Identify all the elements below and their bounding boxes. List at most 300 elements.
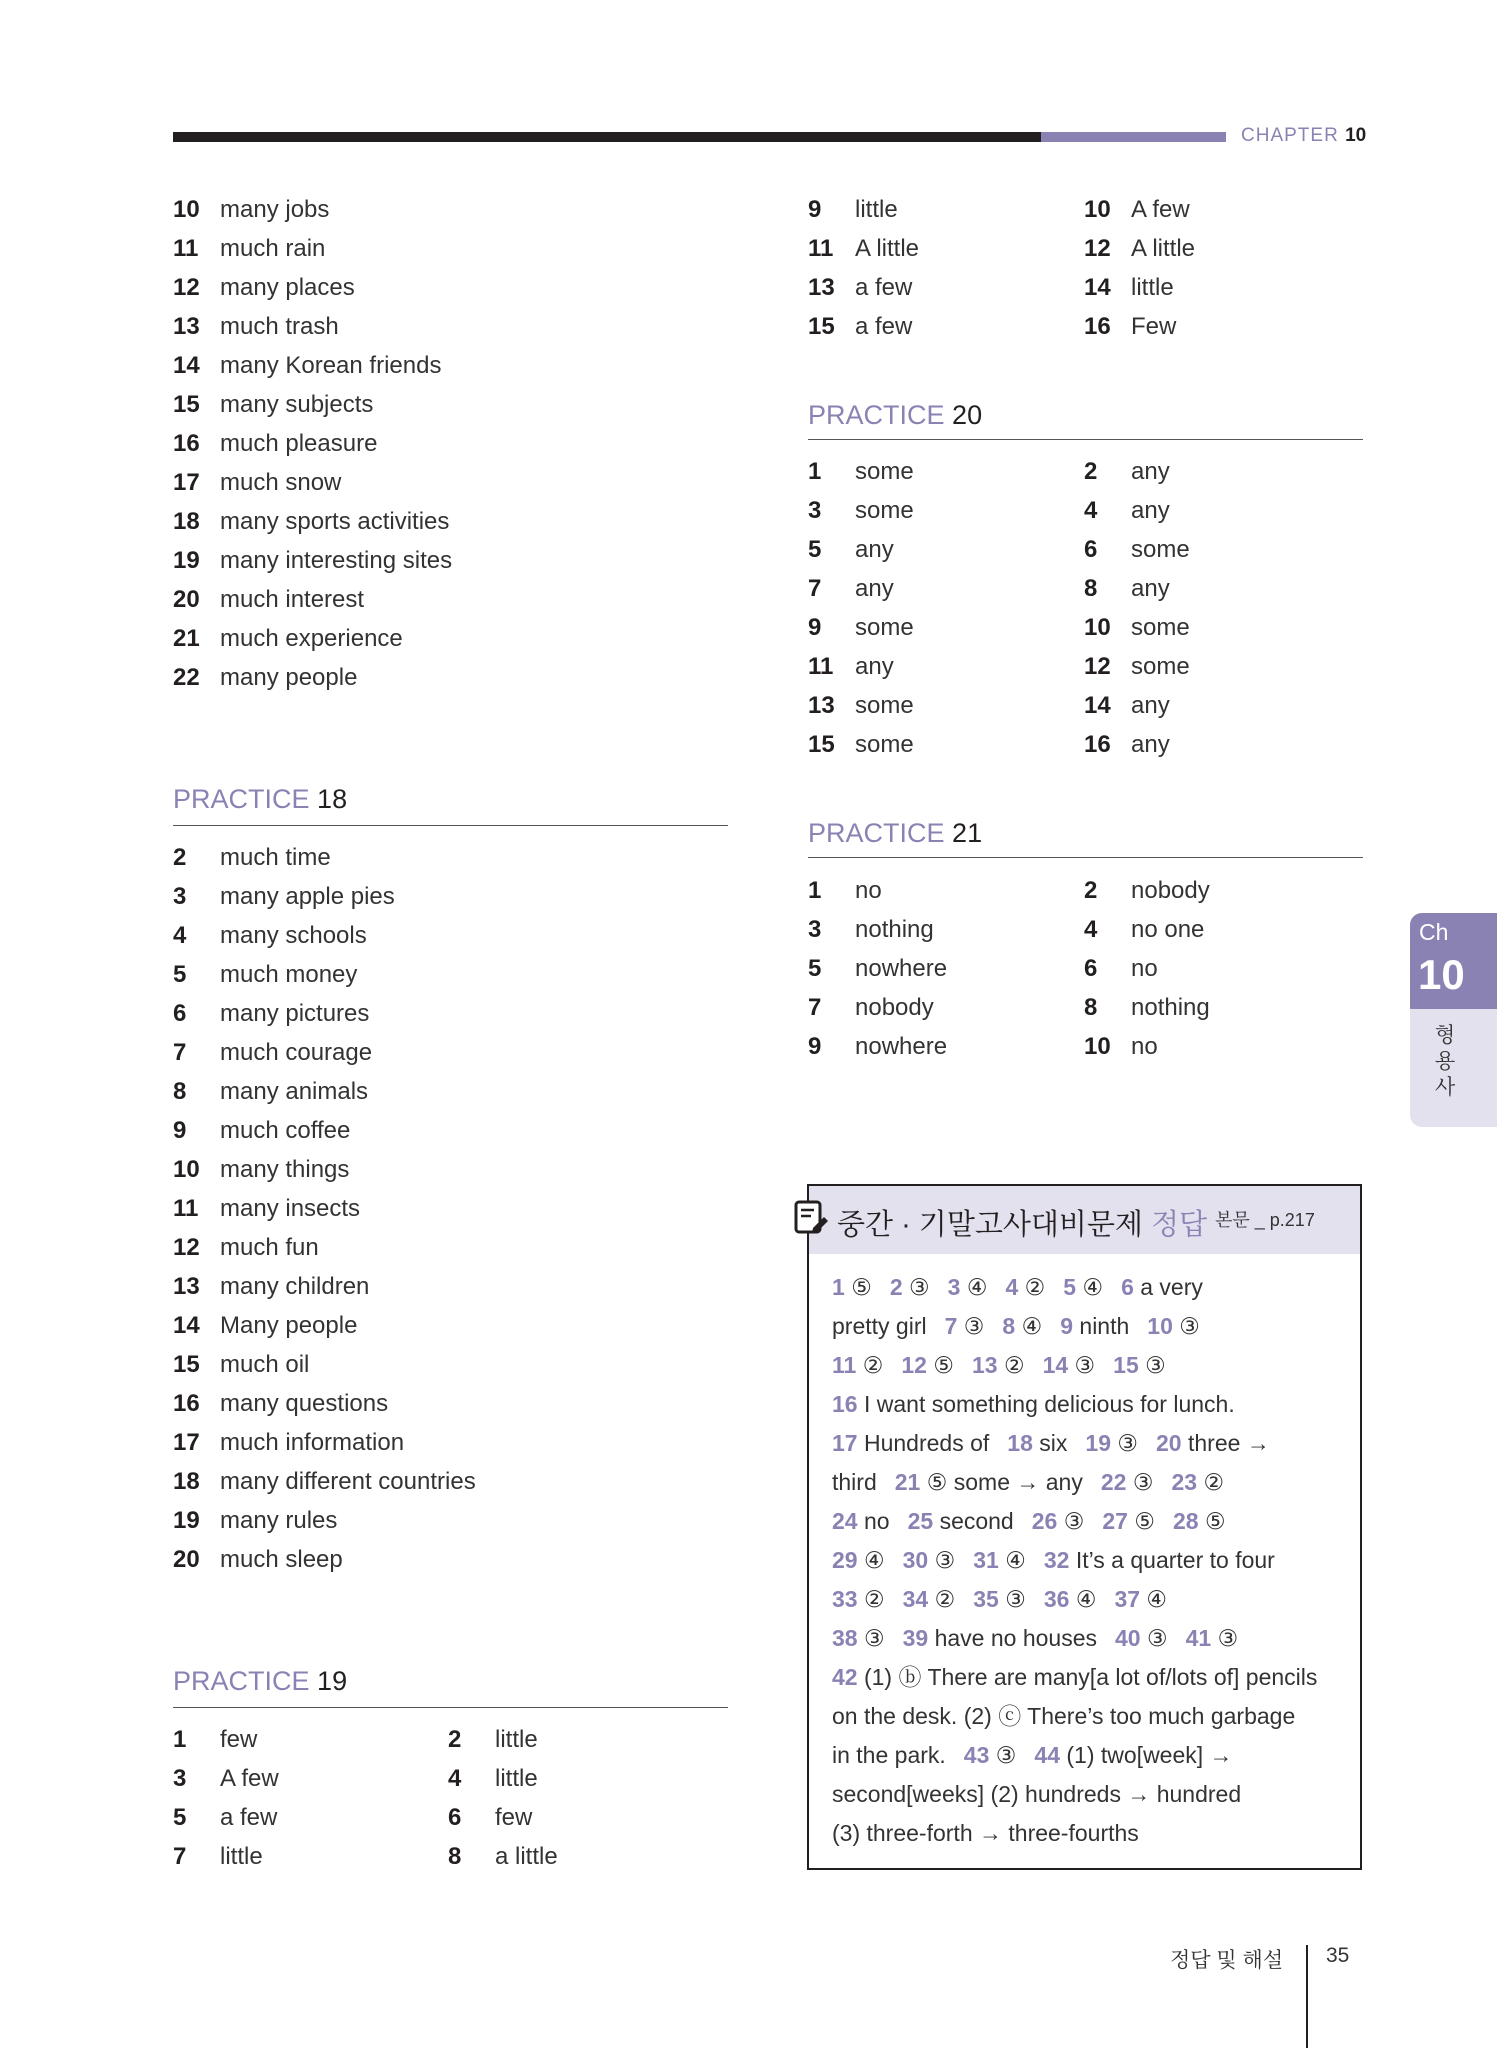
question-number: 42 (832, 1664, 858, 1690)
question-answer: ③ (1146, 1625, 1168, 1651)
answer-text: a few (855, 274, 913, 301)
answer-item (808, 190, 1068, 229)
answer-number: 12 (173, 274, 200, 301)
answer-text: nowhere (855, 1033, 948, 1060)
exam-answer-line (832, 1814, 1352, 1853)
question-number: 21 (894, 1469, 921, 1495)
question-number: 8 (1002, 1313, 1016, 1339)
answer-text: much fun (220, 1234, 319, 1261)
answer-item (808, 949, 1068, 988)
answer-number: 14 (173, 352, 200, 379)
answer-text: many places (220, 274, 355, 301)
answer-number: 15 (808, 731, 835, 758)
answer-number: 17 (173, 1429, 200, 1456)
answer-item (1084, 229, 1344, 268)
exam-answer-line (832, 1502, 1352, 1541)
question-answer: ⑤ some → any (926, 1469, 1083, 1495)
answer-text: some (855, 692, 914, 719)
answer-text: many subjects (220, 391, 374, 418)
question-number: 23 (1171, 1469, 1198, 1495)
answer-item (173, 1423, 713, 1462)
question-number: 9 (1060, 1313, 1074, 1339)
answer-item (808, 491, 1068, 530)
answer-number: 9 (808, 1033, 822, 1060)
answer-number: 12 (173, 1234, 200, 1261)
question-number: 17 (832, 1430, 858, 1456)
answer-item (173, 541, 713, 580)
answer-text: little (220, 1843, 263, 1870)
answer-item (448, 1759, 708, 1798)
question-answer: ③ (1145, 1352, 1166, 1378)
answer-text: many different countries (220, 1468, 476, 1495)
answer-item (808, 307, 1068, 346)
question-answer: no (863, 1508, 890, 1534)
answer-number: 11 (808, 235, 834, 262)
question-number: 44 (1034, 1742, 1060, 1768)
answer-item (173, 1306, 713, 1345)
question-answer: ninth (1079, 1313, 1130, 1339)
question-answer: ⑤ (851, 1274, 872, 1300)
answer-number: 3 (808, 916, 822, 943)
answer-text: much time (220, 844, 331, 871)
answer-item (1084, 190, 1344, 229)
question-number: 4 (1005, 1274, 1019, 1300)
answer-item (173, 268, 713, 307)
answer-text: many interesting sites (220, 547, 453, 574)
question-answer: six (1039, 1430, 1068, 1456)
practice-21-rule (808, 857, 1363, 858)
answer-text: any (855, 536, 894, 563)
question-number: 5 (1063, 1274, 1077, 1300)
answer-item (173, 1384, 713, 1423)
answer-item (1084, 608, 1344, 647)
answer-text: many animals (220, 1078, 369, 1105)
practice-19-cont-right (1084, 190, 1344, 346)
question-answer: Hundreds of (863, 1430, 990, 1456)
answer-number: 15 (173, 1351, 200, 1378)
answer-text: Many people (220, 1312, 358, 1339)
question-number: 39 (902, 1625, 929, 1651)
answer-number: 2 (448, 1726, 462, 1753)
answer-number: 8 (1084, 575, 1098, 602)
answer-text: much interest (220, 586, 365, 613)
answer-number: 6 (173, 1000, 187, 1027)
question-number: 38 (832, 1625, 858, 1651)
question-answer: ③ (909, 1274, 930, 1300)
answer-text: many schools (220, 922, 367, 949)
answer-item (1084, 686, 1344, 725)
header-rule-accent (1041, 132, 1226, 142)
answer-item (1084, 307, 1344, 346)
answer-number: 19 (173, 547, 200, 574)
question-answer: ③ (1179, 1313, 1200, 1339)
question-number: 15 (1113, 1352, 1139, 1378)
answer-number: 5 (808, 536, 822, 563)
answer-text: a few (220, 1804, 278, 1831)
answer-text: few (220, 1726, 258, 1753)
answer-item (1084, 725, 1344, 764)
answer-number: 4 (173, 922, 187, 949)
question-number: 27 (1102, 1508, 1128, 1534)
question-answer: ③ (934, 1547, 956, 1573)
answer-text: much oil (220, 1351, 310, 1378)
answer-item (173, 463, 713, 502)
question-answer: ③ (995, 1742, 1017, 1768)
question-number: 31 (973, 1547, 999, 1573)
practice-21-list-right (1084, 871, 1344, 1066)
answer-text: many insects (220, 1195, 361, 1222)
answer-number: 2 (1084, 458, 1098, 485)
answer-number: 11 (173, 1195, 199, 1222)
question-number: 16 (832, 1391, 858, 1417)
question-answer: ③ (1005, 1586, 1026, 1612)
question-answer: ③ (963, 1313, 985, 1339)
exam-answer-body (832, 1268, 1352, 1853)
answer-text: much experience (220, 625, 403, 652)
exam-answer-line (832, 1775, 1352, 1814)
practice-21-list-left (808, 871, 1068, 1066)
exam-answer-line (832, 1307, 1352, 1346)
question-answer: ③ (1074, 1352, 1096, 1378)
answer-text: any (1131, 458, 1170, 485)
answer-item (173, 658, 713, 697)
answer-text: many questions (220, 1390, 389, 1417)
answer-number: 6 (1084, 955, 1098, 982)
answer-text: some (855, 497, 914, 524)
answer-item (173, 229, 713, 268)
question-answer: ④ (1005, 1547, 1026, 1573)
answer-text: little (855, 196, 898, 223)
answer-text: some (1131, 653, 1190, 680)
answer-item (808, 647, 1068, 686)
answer-text: any (1131, 731, 1170, 758)
answer-item (173, 877, 713, 916)
answer-number: 4 (448, 1765, 462, 1792)
question-answer: ③ (1132, 1469, 1154, 1495)
question-answer: in the park. (832, 1742, 946, 1768)
question-answer: ④ (1146, 1586, 1168, 1612)
answer-item (808, 569, 1068, 608)
answer-number: 14 (1084, 274, 1111, 301)
question-answer: It’s a quarter to four (1075, 1547, 1275, 1573)
answer-number: 16 (173, 1390, 200, 1417)
question-answer: ② (1003, 1352, 1025, 1378)
answer-text: A little (1131, 235, 1196, 262)
chapter-label: CHAPTER 10 (1241, 125, 1367, 146)
exam-answer-header (809, 1186, 1360, 1254)
answer-item (173, 1033, 713, 1072)
question-number: 35 (973, 1586, 999, 1612)
answer-number: 8 (173, 1078, 187, 1105)
answer-number: 14 (1084, 692, 1111, 719)
header-rule-dark (173, 132, 1041, 142)
answer-item (173, 385, 713, 424)
question-answer: ⑤ (1204, 1508, 1226, 1534)
question-number: 32 (1043, 1547, 1070, 1573)
question-number: 40 (1115, 1625, 1141, 1651)
answer-text: much money (220, 961, 358, 988)
question-number: 34 (902, 1586, 929, 1612)
answer-number: 9 (173, 1117, 187, 1144)
question-answer: (1) two[week] → (1066, 1742, 1233, 1768)
answer-number: 20 (173, 586, 200, 613)
question-answer: have no houses (934, 1625, 1097, 1651)
answer-item (173, 1111, 713, 1150)
question-answer: I want something delicious for lunch. (863, 1391, 1235, 1417)
question-number: 25 (907, 1508, 934, 1534)
answer-item (173, 502, 713, 541)
answer-item (173, 580, 713, 619)
answer-number: 1 (808, 458, 822, 485)
exam-answer-line (832, 1346, 1352, 1385)
answer-item (173, 1837, 433, 1876)
question-answer: second (939, 1508, 1014, 1534)
answer-item (173, 1072, 713, 1111)
question-number: 10 (1147, 1313, 1173, 1339)
answer-text: nothing (1131, 994, 1210, 1021)
answer-item (1084, 988, 1344, 1027)
answer-item (808, 686, 1068, 725)
answer-item (173, 1189, 713, 1228)
answer-text: many things (220, 1156, 350, 1183)
answer-item (808, 725, 1068, 764)
practice-19-rule (173, 1707, 728, 1708)
answer-text: A little (855, 235, 920, 262)
answer-number: 10 (1084, 614, 1111, 641)
question-answer: (1) ⓑ There are many[a lot of/lots of] pencils (863, 1664, 1318, 1690)
answer-number: 7 (173, 1843, 187, 1870)
answer-text: nobody (1131, 877, 1210, 904)
answer-text: no (855, 877, 882, 904)
answer-number: 10 (173, 196, 200, 223)
answer-text: little (495, 1765, 538, 1792)
answer-number: 16 (1084, 313, 1111, 340)
answer-item (173, 307, 713, 346)
answer-number: 18 (173, 1468, 200, 1495)
answer-number: 11 (808, 653, 834, 680)
answer-number: 15 (808, 313, 835, 340)
answer-text: any (1131, 692, 1170, 719)
exam-answer-line (832, 1580, 1352, 1619)
question-number: 36 (1043, 1586, 1070, 1612)
answer-item (808, 229, 1068, 268)
answer-text: a few (855, 313, 913, 340)
practice-19-list-right (448, 1720, 708, 1876)
question-number: 22 (1100, 1469, 1127, 1495)
practice-18-list (173, 838, 713, 1579)
question-answer: ④ (863, 1547, 885, 1573)
exam-answer-line (832, 1424, 1352, 1463)
answer-item (1084, 491, 1344, 530)
answer-text: many people (220, 664, 358, 691)
answer-number: 20 (173, 1546, 200, 1573)
question-answer: ② (862, 1352, 884, 1378)
answer-item (808, 988, 1068, 1027)
chapter-tab-header (1410, 913, 1497, 1009)
question-answer: ② (1024, 1274, 1046, 1300)
answer-item (173, 838, 713, 877)
answer-item (173, 955, 713, 994)
answer-number: 12 (1084, 653, 1111, 680)
answer-text: any (855, 575, 894, 602)
answer-item (173, 1150, 713, 1189)
answer-number: 4 (1084, 497, 1098, 524)
answer-text: nothing (855, 916, 934, 943)
answer-item (173, 424, 713, 463)
answer-number: 22 (173, 664, 200, 691)
exam-answer-line (832, 1541, 1352, 1580)
question-number: 7 (944, 1313, 958, 1339)
question-answer: second[weeks] (2) hundreds → hundred (832, 1781, 1242, 1807)
question-answer: a very (1140, 1274, 1203, 1300)
answer-list-continued (173, 190, 713, 697)
question-answer: ③ (1117, 1430, 1139, 1456)
footer-divider (1306, 1945, 1308, 2048)
answer-item (1084, 1027, 1344, 1066)
answer-text: some (855, 458, 914, 485)
question-number: 24 (832, 1508, 858, 1534)
exam-answer-line (832, 1736, 1352, 1775)
answer-text: A few (220, 1765, 279, 1792)
answer-number: 1 (808, 877, 822, 904)
answer-item (1084, 871, 1344, 910)
answer-number: 21 (173, 625, 200, 652)
answer-text: many children (220, 1273, 370, 1300)
question-answer: (3) three-forth → three-fourths (832, 1820, 1139, 1846)
question-answer: ③ (1063, 1508, 1085, 1534)
answer-number: 16 (173, 430, 200, 457)
exam-answer-line (832, 1463, 1352, 1502)
chapter-side-tab[interactable] (1410, 913, 1497, 1127)
question-number: 28 (1172, 1508, 1199, 1534)
answer-text: Few (1131, 313, 1177, 340)
answer-text: much courage (220, 1039, 373, 1066)
chapter-tab-title: 형 용 사 (1434, 1024, 1456, 1099)
answer-number: 19 (173, 1507, 200, 1534)
practice-21-heading: PRACTICE 21 (808, 818, 983, 848)
pencil-note-icon (793, 1198, 829, 1238)
answer-number: 7 (173, 1039, 187, 1066)
answer-number: 1 (173, 1726, 187, 1753)
answer-number: 3 (173, 1765, 187, 1792)
practice-20-list-left (808, 452, 1068, 764)
answer-number: 3 (173, 883, 187, 910)
answer-text: a little (495, 1843, 558, 1870)
question-number: 13 (971, 1352, 998, 1378)
answer-item (1084, 452, 1344, 491)
answer-item (1084, 530, 1344, 569)
answer-number: 9 (808, 614, 822, 641)
answer-item (1084, 910, 1344, 949)
question-number: 12 (901, 1352, 927, 1378)
question-answer: ④ (1021, 1313, 1043, 1339)
answer-text: nowhere (855, 955, 948, 982)
answer-number: 13 (808, 274, 835, 301)
question-answer: ④ (1082, 1274, 1104, 1300)
answer-number: 17 (173, 469, 200, 496)
practice-18-rule (173, 825, 728, 826)
answer-text: many sports activities (220, 508, 450, 535)
question-answer: ⑤ (933, 1352, 954, 1378)
answer-text: no (1131, 1033, 1158, 1060)
answer-item (173, 1540, 713, 1579)
answer-text: some (1131, 614, 1190, 641)
question-answer: ② (863, 1586, 885, 1612)
answer-item (173, 1267, 713, 1306)
practice-18-heading: PRACTICE 18 (173, 784, 348, 814)
answer-text: no one (1131, 916, 1205, 943)
answer-item (808, 268, 1068, 307)
answer-number: 13 (173, 1273, 200, 1300)
answer-number: 5 (173, 1804, 187, 1831)
footer-section-title: 정답 및 해설 (1170, 1949, 1284, 1972)
exam-answer-line (832, 1268, 1352, 1307)
exam-page-reference: 본문 _ p.217 (1215, 1210, 1315, 1230)
answer-text: much coffee (220, 1117, 351, 1144)
answer-item (1084, 949, 1344, 988)
answer-number: 14 (173, 1312, 200, 1339)
answer-text: much snow (220, 469, 342, 496)
answer-text: few (495, 1804, 533, 1831)
answer-item (808, 530, 1068, 569)
answer-number: 8 (1084, 994, 1098, 1021)
practice-19-cont-left (808, 190, 1068, 346)
answer-text: some (855, 614, 914, 641)
question-answer: pretty girl (832, 1313, 927, 1339)
answer-text: many jobs (220, 196, 330, 223)
answer-item (173, 190, 713, 229)
question-answer: ③ (1217, 1625, 1239, 1651)
question-number: 3 (947, 1274, 961, 1300)
answer-number: 5 (173, 961, 187, 988)
answer-item (173, 916, 713, 955)
answer-text: any (855, 653, 894, 680)
answer-item (1084, 268, 1344, 307)
question-answer: ② (1203, 1469, 1225, 1495)
question-number: 43 (963, 1742, 990, 1768)
answer-text: A few (1131, 196, 1190, 223)
answer-item (173, 1462, 713, 1501)
answer-number: 16 (1084, 731, 1111, 758)
answer-text: some (1131, 536, 1190, 563)
question-number: 19 (1085, 1430, 1111, 1456)
practice-19-list-left (173, 1720, 433, 1876)
exam-answer-line (832, 1697, 1352, 1736)
answer-number: 7 (808, 575, 822, 602)
question-number: 26 (1031, 1508, 1058, 1534)
chapter-tab-ch: Ch (1419, 919, 1449, 945)
answer-item (448, 1720, 708, 1759)
answer-text: nobody (855, 994, 934, 1021)
answer-number: 10 (1084, 1033, 1111, 1060)
answer-item (173, 1798, 433, 1837)
answer-item (173, 1345, 713, 1384)
answer-item (808, 1027, 1068, 1066)
question-answer: ⑤ (1134, 1508, 1155, 1534)
answer-number: 2 (1084, 877, 1098, 904)
answer-text: any (1131, 575, 1170, 602)
chapter-tab-number: 10 (1418, 951, 1465, 998)
answer-number: 8 (448, 1843, 462, 1870)
answer-number: 10 (1084, 196, 1111, 223)
practice-19-heading: PRACTICE 19 (173, 1666, 348, 1696)
practice-20-rule (808, 439, 1363, 440)
answer-item (173, 346, 713, 385)
answer-text: many apple pies (220, 883, 395, 910)
practice-20-heading: PRACTICE 20 (808, 400, 983, 430)
answer-text: much pleasure (220, 430, 378, 457)
answer-item (808, 871, 1068, 910)
